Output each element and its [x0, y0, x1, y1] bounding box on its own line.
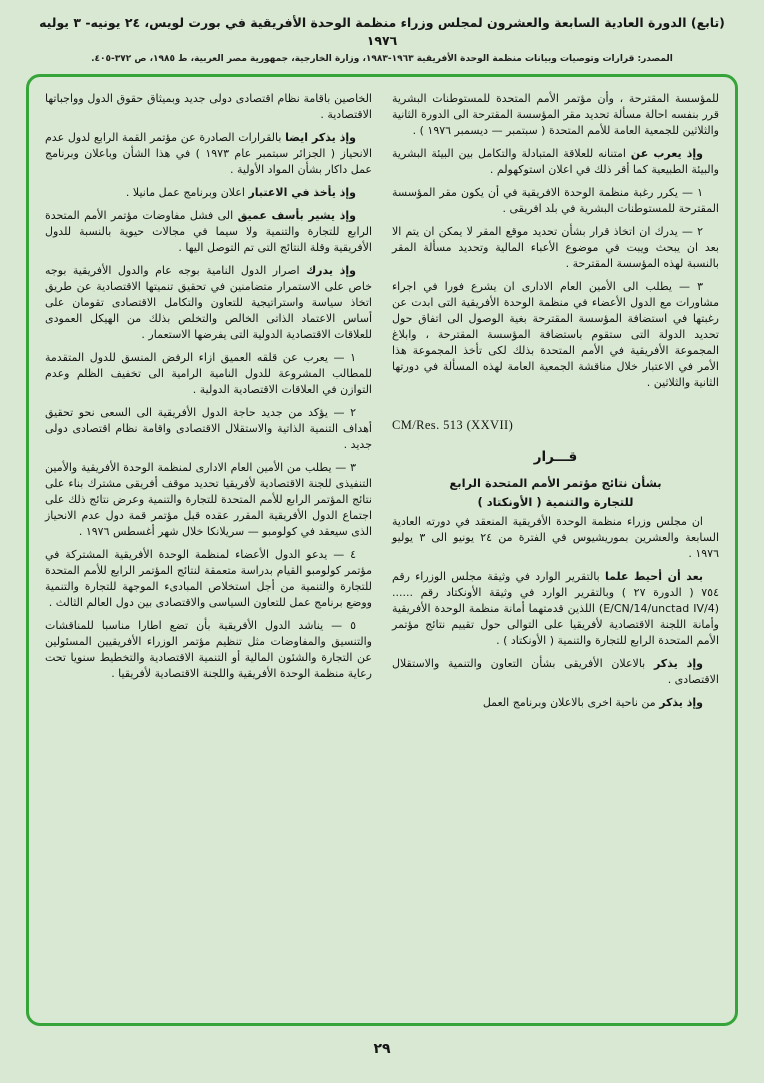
paragraph-text: بالاعلان الأفريقى بشأن التعاون والتنمية والاستقلال الاقتصادى .	[392, 656, 719, 686]
paragraph	[392, 185, 719, 217]
paragraph	[45, 618, 372, 682]
paragraph	[392, 475, 719, 492]
paragraph-text: اعلان وبرنامج عمل مانيلا .	[125, 186, 249, 199]
column-left	[45, 91, 372, 1009]
paragraph-text: ٣ — يطلب الى الأمين العام الادارى ان يشرع فورا في اجراء مشاورات مع الدول الأعضاء في منظمة الوحدة الأفريقية التى ابدت عن رغبتها في استضافة المؤسسة المقترحة بغية الوصول الى اتفاق حول تحديد الدولة التى ستقوم باستضافة المؤسسة المقترحة ، وابلاغ المجموعة الأفريقية في الأمم المتحدة بذلك لكى تأخذ المجموعة هذا الأمر في الاعتبار خلال مناقشة الجمعية العامة لهذه المسألة في دورتها الثانية والثلاثين .	[392, 280, 719, 389]
paragraph-text: ٢ — يدرك ان اتخاذ قرار بشأن تحديد موقع المقر لا يمكن ان يتم الا بعد ان يبحث ويبت في موضوع الأعباء المالية وتحديد مسألة المقر بالنسبة لهذه المؤسسة المقترحة .	[392, 225, 719, 270]
paragraph-text: امتنانه للعلاقة المتبادلة والتكامل بين البيئة البشرية والبيئة الطبيعية كما أقر ذلك في اعلان استوكهولم .	[392, 147, 719, 176]
paragraph-text: للتجارة والتنمية ( الأونكتاد )	[477, 495, 634, 510]
paragraph-text: ٢ — يؤكد من جديد حاجة الدول الأفريقية الى السعى نحو تحقيق أهداف التنمية الذاتية والاستقلال الاقتصادى واقامة نظام اقتصادى دولى جديد .	[45, 406, 372, 451]
page-footer	[26, 1026, 738, 1057]
paragraph-text: للمؤسسة المقترحة ، وأن مؤتمر الأمم المتحدة للمستوطنات البشرية قرر بنفسه احالة مسألة تحديد مقر المؤسسة المقترحة الى الدورة الثانية والثلاثين للجمعية العامة للأمم المتحدة ( سبتمبر — ديسمبر ١٩٧٦ ) .	[392, 92, 719, 137]
paragraph	[392, 494, 719, 511]
paragraph-lead: وإذ يدرك	[306, 264, 357, 277]
page-header-title: (تابع) الدورة العادية السابعة والعشرون لمجلس وزراء منظمة الوحدة الأفريقية في بورت لويس، ٢٤ يونيه- ٣ يوليه ١٩٧٦	[39, 15, 725, 48]
paragraph	[45, 547, 372, 611]
paragraph-text: ٣ — يطلب من الأمين العام الادارى لمنظمة الوحدة الأفريقية والأمين التنفيذى للجنة الاقتصادية لأفريقيا تحديد موقف أفريقى مشترك بناء على نتائج المؤتمر الرابع للأمم المتحدة للتجارة والتنمية وعرض نتائج ذلك على اجتماع الدول الأفريقية المقرر عقده قبل مؤتمر قمة دول عدم الانحياز الذى سيعقد في كولومبو — سريلانكا خلال شهر أغسطس ١٩٧٦ .	[45, 461, 372, 538]
paragraph-text: بالتقرير الوارد في وثيقة مجلس الوزراء رقم ٧٥٤ ( الدورة ٢٧ ) وبالتقرير الوارد في وثيقة الأونكتاد رقم ...... (E/CN/14/unctad IV/4) اللذين قدمتهما أمانة منظمة الوحدة الأفريقية وأمانة اللجنة الاقتصادية لأفريقيا على التوالى حول تقييم نتائج مؤتمر الأمم المتحدة الرابع للتجارة والتنمية ( الأونكتاد ) .	[392, 569, 719, 647]
document-frame	[26, 74, 738, 1026]
paragraph	[392, 224, 719, 272]
source-line: المصدر: قرارات وتوصيات وبيانات منظمة الوحدة الأفريقية ١٩٦٣-١٩٨٣، وزارة الخارجية، جمهورية مصر العربية، ط ١٩٨٥، ص ٣٧٢-٤٠٥.	[91, 54, 673, 64]
page-header	[26, 14, 738, 64]
paragraph-text: الخاصين باقامة نظام اقتصادى دولى جديد وبميثاق حقوق الدول وواجباتها الاقتصادية .	[45, 92, 372, 121]
paragraph-lead: وإذ يعرب عن	[630, 147, 703, 160]
paragraph	[392, 569, 719, 649]
paragraph-lead: وإذ يشير بأسف عميق	[237, 209, 356, 222]
paragraph-lead: وإذ يذكر	[659, 695, 703, 709]
paragraph-lead: بعد أن أحيط علما	[604, 569, 703, 583]
paragraph-lead: وإذ يأخذ في الاعتبار	[248, 186, 356, 199]
paragraph-text: ١ — يكرر رغبة منظمة الوحدة الافريقية في أن يكون مقر المؤسسة المقترحة للمستوطنات البشرية في بلد افريقى .	[392, 186, 719, 215]
paragraph	[392, 417, 719, 433]
paragraph	[45, 91, 372, 123]
paragraph-text: ٤ — يدعو الدول الأعضاء لمنظمة الوحدة الأفريقية المشتركة في مؤتمر كولومبو القيام بدراسة متعمقة لنتائج المؤتمر الرابع للأمم المتحدة للتجارة والتنمية من أجل استخلاص المبادىء الموجهة للتجارة والتنمية ووضع برنامج عمل للتعاون السياسى والاقتصادى بين دول العالم الثالث .	[45, 548, 372, 609]
paragraph-text: الى فشل مفاوضات مؤتمر الأمم المتحدة الرابع للتجارة والتنمية ولا سيما في مجالات حيوية بالنسبة للدول الأفريقية وقلة النتائج التى تم التوصل اليها .	[45, 209, 372, 254]
paragraph-text: قـــرار	[533, 449, 578, 465]
paragraph-text: بالقرارات الصادرة عن مؤتمر القمة الرابع لدول عدم الانحياز ( الجزائر سبتمبر عام ١٩٧٣ ) في هذا الشأن وباعلان وبرنامج عمل داكار بشأن المواد الأولية .	[45, 131, 373, 176]
paragraph-text: ٥ — يناشد الدول الأفريقية بأن تضع اطارا مناسبا للمناقشات والتنسيق والمفاوضات مثل تنظيم مؤتمر الوزراء الأفريقيين المسئولين عن التجارة والشئون المالية أو التنمية الاقتصادية والتخطيط سنويا تحت رعاية منظمة الوحدة الأفريقية واللجنة الاقتصادية لأفريقيا .	[45, 619, 372, 680]
paragraph	[392, 279, 719, 391]
paragraph-text: بشأن نتائج مؤتمر الأمم المتحدة الرابع	[449, 476, 662, 490]
column-right	[392, 91, 719, 1009]
paragraph	[392, 449, 719, 465]
paragraph	[45, 460, 372, 540]
paragraph	[392, 146, 719, 178]
paragraph-text: ١ — يعرب عن قلقه العميق ازاء الرفض المنسق للدول المتقدمة للمطالب المشروعة للدول النامية الرامية الى تخفيف الظلم وعدم التوازن في العلاقات الاقتصادية الدولية .	[45, 351, 372, 396]
paragraph-lead: وإذ يذكر ايضا	[285, 131, 356, 144]
paragraph-text: اصرار الدول النامية بوجه عام والدول الأفريقية بوجه خاص على الاستمرار متضامنين في تحقيق تنميتها الاقتصادية عن طريق اتخاذ سياسة واستراتيجية للتعاون والتكامل الاقتصادى تقومان على أساس الاعتماد الذاتى الخالص والتخلص بذلك من الهيكل العمودى للعلاقات الاقتصادية الدولية التى يفرضها الاستعمار .	[45, 264, 372, 341]
paragraph	[45, 263, 372, 343]
text-columns	[45, 91, 719, 1009]
paragraph-text: ان مجلس وزراء منظمة الوحدة الأفريقية المنعقد في دورته العادية السابعة والعشرين بموريشيوس في الفترة من ٢٤ يونيو الى ٣ يوليو ١٩٧٦ .	[392, 514, 719, 560]
paragraph	[392, 91, 719, 139]
paragraph	[45, 130, 372, 178]
paragraph	[45, 350, 372, 398]
paragraph	[45, 405, 372, 453]
paragraph	[392, 514, 719, 562]
paragraph	[392, 656, 719, 688]
page-number: ٢٩	[373, 1041, 391, 1057]
paragraph-lead: وإذ يذكر	[653, 656, 703, 670]
paragraph	[45, 208, 372, 256]
paragraph	[45, 185, 372, 201]
paragraph-text: من ناحية اخرى بالاعلان وبرنامج العمل	[482, 695, 660, 709]
paragraph-text: CM/Res. 513 (XXVII)	[392, 418, 514, 432]
paragraph	[392, 695, 719, 711]
